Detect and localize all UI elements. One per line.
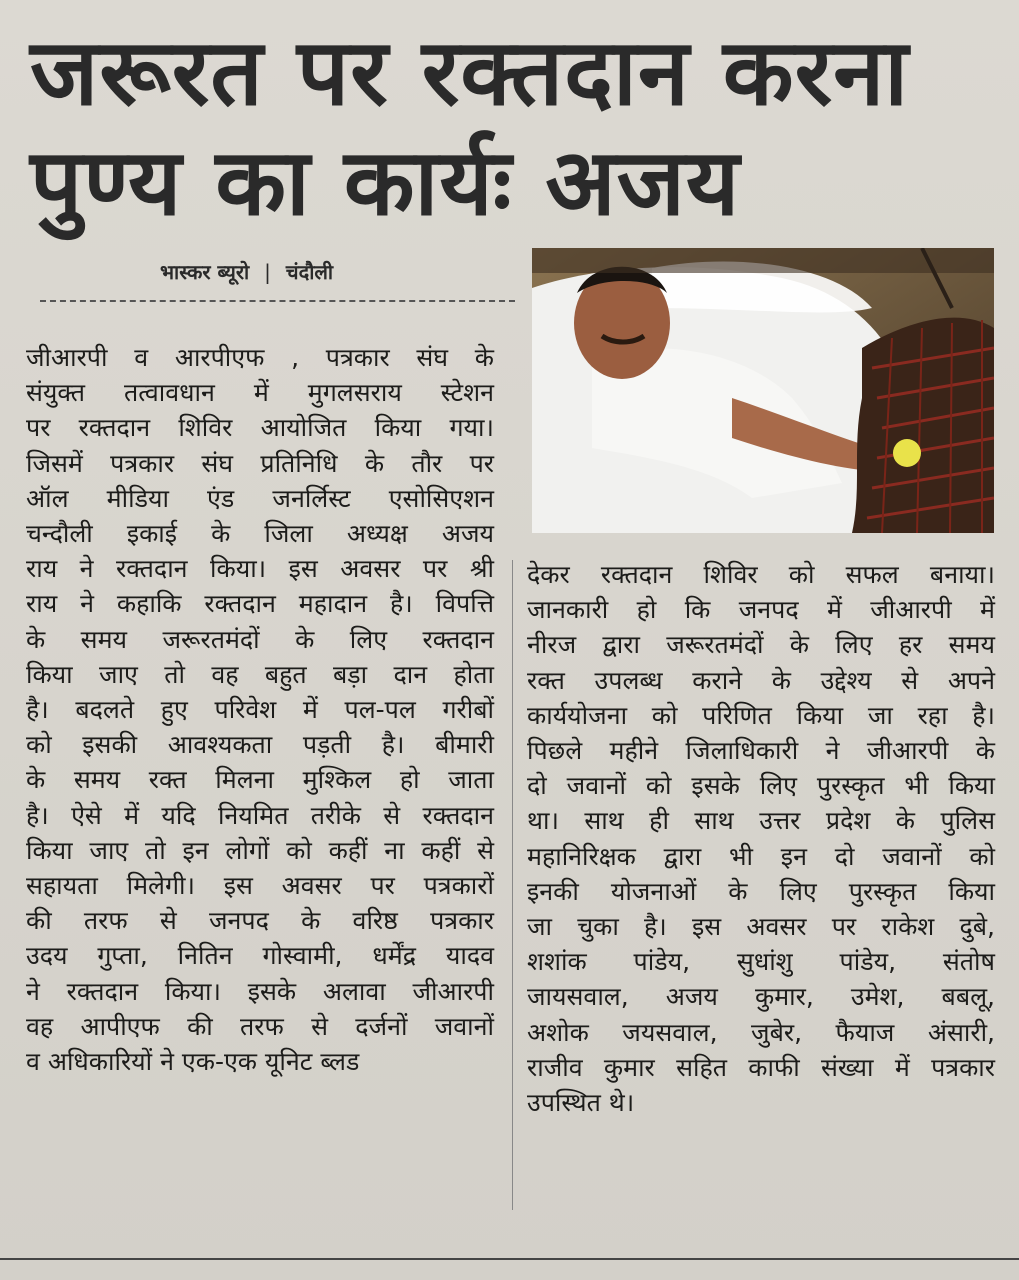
article-line: पर रक्तदान शिविर आयोजित किया गया।: [26, 413, 494, 443]
article-line: के समय रक्त मिलना मुश्किल हो जाता: [26, 765, 494, 795]
headline-line-2: पुण्य का कार्यः अजय: [30, 129, 741, 236]
article-line: किया जाए तो इन लोगों को कहीं ना कहीं से: [26, 835, 494, 865]
article-line: संयुक्त तत्वावधान में मुगलसराय स्टेशन: [26, 378, 494, 408]
article-line: उपस्थित थे।: [527, 1088, 635, 1118]
column-divider: [512, 560, 513, 1210]
article-line: जिसमें पत्रकार संघ प्रतिनिधि के तौर पर: [26, 448, 494, 478]
article-line: राय ने रक्तदान किया। इस अवसर पर श्री: [26, 554, 494, 584]
article-line: शशांक पांडेय, सुधांशु पांडेय, संतोष: [527, 947, 995, 977]
article-line: वह आपीएफ की तरफ से दर्जनों जवानों: [26, 1011, 494, 1041]
article-line: किया जाए तो वह बहुत बड़ा दान होता: [26, 659, 494, 689]
article-line: रक्त उपलब्ध कराने के उद्देश्य से अपने: [527, 665, 995, 695]
page-bottom-rule: [0, 1258, 1019, 1260]
article-line: ऑल मीडिया एंड जनर्लिस्ट एसोसिएशन: [26, 483, 494, 513]
article-line: जायसवाल, अजय कुमार, उमेश, बबलू,: [527, 982, 995, 1012]
article-line: राय ने कहाकि रक्तदान महादान है। विपत्ति: [26, 589, 494, 619]
article-line: महानिरिक्षक द्वारा भी इन दो जवानों को: [527, 841, 995, 871]
article-line: राजीव कुमार सहित काफी संख्या में पत्रकार: [527, 1052, 995, 1082]
article-line: है। ऐसे में यदि नियमित तरीके से रक्तदान: [26, 800, 494, 830]
headline-line-1: जरूरत पर रक्तदान करना: [30, 19, 910, 126]
headline: [30, 18, 1000, 238]
article-line: है। बदलते हुए परिवेश में पल-पल गरीबों: [26, 695, 494, 725]
article-line: था। साथ ही साथ उत्तर प्रदेश के पुलिस: [527, 806, 995, 836]
article-line: जानकारी हो कि जनपद में जीआरपी में: [527, 595, 995, 625]
article-line: जीआरपी व आरपीएफ , पत्रकार संघ के: [26, 343, 494, 372]
article-line: की तरफ से जनपद के वरिष्ठ पत्रकार: [26, 906, 494, 936]
article-line: कार्ययोजना को परिणित किया जा रहा है।: [527, 700, 995, 730]
byline-rule: [40, 300, 515, 302]
article-line: उदय गुप्ता, नितिन गोस्वामी, धर्मेंद्र यादव: [26, 941, 494, 971]
article-line: नीरज द्वारा जरूरतमंदों के लिए हर समय: [527, 630, 995, 660]
yellow-ball: [893, 439, 921, 467]
article-line: इनकी योजनाओं के लिए पुरस्कृत किया: [527, 876, 995, 906]
article-line: अशोक जयसवाल, जुबेर, फैयाज अंसारी,: [527, 1017, 995, 1047]
article-column-left: [26, 340, 494, 1079]
article-column-right: [527, 557, 995, 1120]
byline-separator: |: [264, 260, 271, 284]
photo-illustration: [532, 248, 994, 533]
article-line: देकर रक्तदान शिविर को सफल बनाया।: [527, 560, 995, 589]
article-line: पिछले महीने जिलाधिकारी ने जीआरपी के: [527, 736, 995, 766]
article-line: जा चुका है। इस अवसर पर राकेश दुबे,: [527, 912, 995, 942]
byline-city: चंदौली: [285, 260, 334, 284]
article-line: सहायता मिलेगी। इस अवसर पर पत्रकारों: [26, 871, 494, 901]
article-line: दो जवानों को इसके लिए पुरस्कृत भी किया: [527, 771, 995, 801]
blood-donation-photo: [532, 248, 994, 533]
article-line: व अधिकारियों ने एक-एक यूनिट ब्लड: [26, 1047, 360, 1077]
byline: [160, 258, 333, 285]
article-line: चन्दौली इकाई के जिला अध्यक्ष अजय: [26, 519, 494, 549]
byline-agency: भास्कर ब्यूरो: [160, 260, 250, 284]
article-line: ने रक्तदान किया। इसके अलावा जीआरपी: [26, 976, 494, 1006]
article-line: को इसकी आवश्यकता पड़ती है। बीमारी: [26, 730, 494, 760]
article-line: के समय जरूरतमंदों के लिए रक्तदान: [26, 624, 494, 654]
